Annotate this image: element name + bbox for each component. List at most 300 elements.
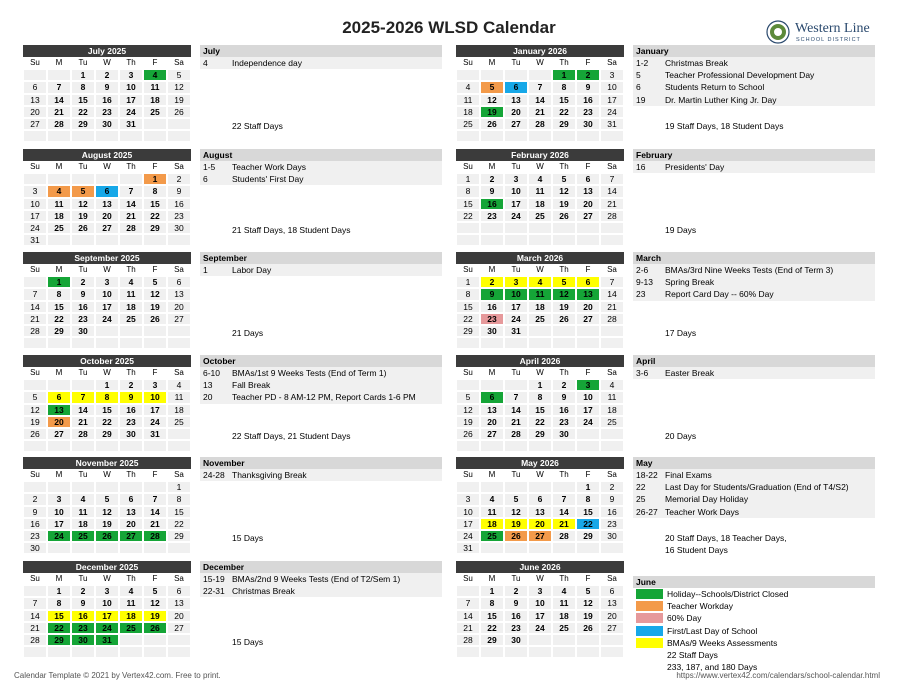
day-cell: 9 — [71, 288, 95, 300]
day-cell: 18 — [143, 94, 167, 106]
day-cell: 3 — [600, 69, 624, 81]
day-cell: 9 — [552, 391, 576, 403]
weekday-header: F — [576, 161, 600, 173]
day-cell: 27 — [576, 313, 600, 325]
event-text: Christmas Break — [665, 58, 728, 68]
empty-cell — [167, 634, 191, 646]
month-day-summary: 21 Staff Days, 18 Student Days — [232, 225, 351, 235]
empty-cell — [95, 481, 119, 493]
weekday-header: W — [528, 57, 552, 69]
day-cell: 30 — [119, 428, 143, 440]
empty-cell — [480, 337, 504, 349]
day-cell: 18 — [528, 198, 552, 210]
empty-cell — [456, 222, 480, 234]
day-cell: 21 — [71, 416, 95, 428]
month-grid — [456, 161, 624, 246]
day-cell: 4 — [47, 185, 71, 197]
day-cell: 29 — [47, 634, 71, 646]
month-events — [633, 457, 875, 556]
day-cell: 23 — [71, 313, 95, 325]
day-cell: 26 — [576, 622, 600, 634]
empty-cell — [47, 69, 71, 81]
empty-cell — [600, 646, 624, 658]
empty-cell — [528, 234, 552, 246]
day-cell: 11 — [167, 391, 191, 403]
day-cell: 19 — [143, 610, 167, 622]
day-cell: 16 — [167, 198, 191, 210]
empty-cell — [167, 440, 191, 452]
events-month-title: January — [633, 45, 875, 57]
empty-cell — [143, 130, 167, 142]
month-calendar — [23, 457, 191, 554]
day-cell: 30 — [480, 325, 504, 337]
event-row — [200, 379, 442, 391]
event-date: 18-22 — [636, 470, 658, 480]
empty-cell — [119, 542, 143, 554]
month-grid — [23, 573, 191, 658]
event-row — [633, 81, 875, 93]
month-calendar — [456, 457, 624, 554]
weekday-header: Th — [552, 161, 576, 173]
weekday-header: W — [95, 161, 119, 173]
weekday-header: M — [47, 161, 71, 173]
day-cell: 21 — [23, 313, 47, 325]
day-cell: 26 — [504, 530, 528, 542]
day-cell: 26 — [480, 118, 504, 130]
empty-cell — [71, 440, 95, 452]
day-cell: 26 — [167, 106, 191, 118]
day-cell: 22 — [47, 313, 71, 325]
month-calendar — [456, 355, 624, 452]
weekday-header: W — [95, 469, 119, 481]
day-cell: 9 — [119, 391, 143, 403]
day-cell: 18 — [71, 518, 95, 530]
empty-cell — [552, 337, 576, 349]
day-cell: 31 — [23, 234, 47, 246]
day-cell: 1 — [71, 69, 95, 81]
day-cell: 29 — [95, 428, 119, 440]
empty-cell — [504, 234, 528, 246]
day-cell: 1 — [456, 276, 480, 288]
day-cell: 3 — [576, 379, 600, 391]
day-cell: 1 — [528, 379, 552, 391]
day-cell: 11 — [480, 506, 504, 518]
event-row — [633, 481, 875, 493]
day-cell: 13 — [167, 288, 191, 300]
day-cell: 13 — [119, 506, 143, 518]
day-cell: 22 — [552, 106, 576, 118]
footer-url[interactable]: https://www.vertex42.com/calendars/school-calendar.html — [676, 671, 880, 680]
empty-cell — [143, 646, 167, 658]
day-cell: 29 — [47, 325, 71, 337]
day-cell: 15 — [456, 301, 480, 313]
day-cell: 3 — [504, 173, 528, 185]
day-cell: 5 — [504, 493, 528, 505]
day-cell: 22 — [480, 622, 504, 634]
day-cell: 2 — [71, 276, 95, 288]
day-cell: 20 — [47, 416, 71, 428]
day-cell: 14 — [23, 610, 47, 622]
district-logo — [766, 20, 886, 48]
empty-cell — [47, 481, 71, 493]
empty-cell — [47, 337, 71, 349]
empty-cell — [576, 542, 600, 554]
empty-cell — [600, 634, 624, 646]
weekday-header: M — [47, 264, 71, 276]
day-cell: 21 — [23, 622, 47, 634]
month-title: October 2025 — [23, 355, 191, 367]
month-grid — [23, 367, 191, 452]
event-row — [200, 161, 442, 173]
day-cell: 9 — [600, 493, 624, 505]
month-day-summary: 15 Days — [232, 637, 264, 647]
day-cell: 20 — [600, 610, 624, 622]
empty-cell — [528, 69, 552, 81]
event-date: 24-28 — [203, 470, 225, 480]
day-cell: 7 — [47, 81, 71, 93]
month-title: November 2025 — [23, 457, 191, 469]
day-cell: 9 — [95, 81, 119, 93]
day-cell: 19 — [480, 106, 504, 118]
month-title: July 2025 — [23, 45, 191, 57]
day-cell: 31 — [95, 634, 119, 646]
day-cell: 13 — [576, 288, 600, 300]
day-cell: 30 — [71, 634, 95, 646]
empty-cell — [504, 130, 528, 142]
day-cell: 28 — [528, 118, 552, 130]
day-cell: 13 — [504, 94, 528, 106]
day-cell: 8 — [528, 391, 552, 403]
day-cell: 5 — [480, 81, 504, 93]
weekday-header: Tu — [71, 367, 95, 379]
day-cell: 5 — [71, 185, 95, 197]
day-cell: 28 — [600, 210, 624, 222]
day-cell: 28 — [119, 222, 143, 234]
day-cell: 10 — [600, 81, 624, 93]
logo-name: Western Line — [795, 21, 870, 36]
weekday-header: Sa — [600, 161, 624, 173]
day-cell: 23 — [576, 106, 600, 118]
event-date: 19 — [636, 94, 646, 105]
day-cell: 12 — [71, 198, 95, 210]
day-cell: 13 — [23, 94, 47, 106]
day-cell: 19 — [504, 518, 528, 530]
event-row — [200, 173, 442, 185]
day-cell: 12 — [143, 288, 167, 300]
empty-cell — [23, 481, 47, 493]
events-month-title: March — [633, 252, 875, 264]
day-cell: 10 — [456, 506, 480, 518]
day-cell: 5 — [456, 391, 480, 403]
day-cell: 14 — [71, 404, 95, 416]
day-cell: 27 — [528, 530, 552, 542]
event-row — [633, 493, 875, 505]
day-cell: 25 — [528, 313, 552, 325]
event-date: 16 — [636, 162, 646, 172]
day-cell: 2 — [71, 585, 95, 597]
weekday-header: F — [576, 573, 600, 585]
day-cell: 27 — [23, 118, 47, 130]
empty-cell — [143, 118, 167, 130]
event-date: 20 — [203, 392, 213, 403]
empty-cell — [600, 428, 624, 440]
day-cell: 21 — [528, 106, 552, 118]
month-title: January 2026 — [456, 45, 624, 57]
day-cell: 24 — [95, 622, 119, 634]
day-cell: 25 — [528, 210, 552, 222]
legend-swatch — [636, 638, 663, 648]
month-events — [633, 149, 875, 235]
day-cell: 8 — [552, 81, 576, 93]
day-cell: 24 — [95, 313, 119, 325]
event-text: Easter Break — [665, 368, 715, 378]
empty-cell — [71, 173, 95, 185]
day-cell: 31 — [504, 325, 528, 337]
empty-cell — [167, 234, 191, 246]
day-cell: 17 — [119, 94, 143, 106]
day-cell: 30 — [504, 634, 528, 646]
day-cell: 7 — [71, 391, 95, 403]
weekday-header: M — [480, 469, 504, 481]
event-date: 23 — [636, 289, 646, 300]
month-grid — [456, 573, 624, 658]
events-month-title: April — [633, 355, 875, 367]
weekday-header: Tu — [71, 573, 95, 585]
day-cell: 8 — [71, 81, 95, 93]
empty-cell — [119, 325, 143, 337]
weekday-header: Sa — [600, 57, 624, 69]
empty-cell — [167, 337, 191, 349]
day-cell: 29 — [552, 118, 576, 130]
event-row — [633, 276, 875, 288]
day-cell: 20 — [95, 210, 119, 222]
day-cell: 6 — [504, 81, 528, 93]
day-cell: 26 — [143, 313, 167, 325]
day-cell: 8 — [480, 597, 504, 609]
footer-credit: Calendar Template © 2021 by Vertex42.com. Free to print. — [14, 671, 221, 680]
events-month-title: November — [200, 457, 442, 469]
day-cell: 23 — [600, 518, 624, 530]
day-cell: 5 — [143, 276, 167, 288]
day-cell: 22 — [143, 210, 167, 222]
day-cell: 14 — [23, 301, 47, 313]
event-date: 3-6 — [636, 368, 649, 378]
weekday-header: Su — [456, 57, 480, 69]
empty-cell — [504, 337, 528, 349]
day-cell: 11 — [528, 288, 552, 300]
day-cell: 20 — [167, 301, 191, 313]
day-cell: 19 — [95, 518, 119, 530]
day-cell: 16 — [71, 610, 95, 622]
legend-note: 233, 187, and 180 Days — [667, 662, 758, 673]
day-cell: 3 — [47, 493, 71, 505]
empty-cell — [167, 646, 191, 658]
legend-month-title: June — [633, 576, 875, 588]
day-cell: 23 — [119, 416, 143, 428]
empty-cell — [47, 542, 71, 554]
weekday-header: Sa — [600, 573, 624, 585]
event-text: Final Exams — [665, 470, 712, 480]
events-month-title: February — [633, 149, 875, 161]
empty-cell — [552, 325, 576, 337]
empty-cell — [552, 440, 576, 452]
day-cell: 7 — [504, 391, 528, 403]
empty-cell — [71, 379, 95, 391]
day-cell: 3 — [95, 276, 119, 288]
event-text: Teacher Work Days — [665, 506, 740, 517]
empty-cell — [552, 234, 576, 246]
legend-swatch — [636, 601, 663, 611]
day-cell: 10 — [504, 185, 528, 197]
month-calendar — [456, 45, 624, 142]
weekday-header: W — [528, 367, 552, 379]
day-cell: 27 — [576, 210, 600, 222]
weekday-header: Th — [552, 264, 576, 276]
empty-cell — [119, 481, 143, 493]
day-cell: 3 — [504, 276, 528, 288]
month-day-summary: 20 Days — [665, 431, 697, 441]
event-text: BMAs/1st 9 Weeks Tests (End of Term 1) — [232, 368, 387, 378]
day-cell: 1 — [552, 69, 576, 81]
logo-subtitle: SCHOOL DISTRICT — [796, 37, 861, 43]
empty-cell — [504, 481, 528, 493]
weekday-header: M — [480, 367, 504, 379]
event-text: Report Card Day -- 60% Day — [665, 289, 774, 300]
weekday-header: Th — [552, 469, 576, 481]
events-month-title: May — [633, 457, 875, 469]
day-cell: 1 — [95, 379, 119, 391]
event-text: Dr. Martin Luther King Jr. Day — [665, 94, 777, 105]
empty-cell — [119, 337, 143, 349]
day-cell: 16 — [95, 94, 119, 106]
empty-cell — [23, 440, 47, 452]
weekday-header: Sa — [167, 264, 191, 276]
day-cell: 14 — [456, 610, 480, 622]
day-cell: 6 — [95, 185, 119, 197]
weekday-header: Su — [23, 469, 47, 481]
day-cell: 2 — [480, 276, 504, 288]
day-cell: 18 — [456, 106, 480, 118]
empty-cell — [480, 234, 504, 246]
month-events — [200, 457, 442, 543]
day-cell: 11 — [47, 198, 71, 210]
event-text: Memorial Day Holiday — [665, 494, 749, 505]
month-day-summary: 17 Days — [665, 328, 697, 338]
day-cell: 17 — [504, 301, 528, 313]
event-row — [633, 288, 875, 300]
weekday-header: W — [95, 367, 119, 379]
day-cell: 8 — [47, 597, 71, 609]
empty-cell — [600, 325, 624, 337]
weekday-header: Su — [456, 161, 480, 173]
day-cell: 16 — [552, 404, 576, 416]
empty-cell — [143, 481, 167, 493]
events-month-title: July — [200, 45, 442, 57]
day-cell: 14 — [600, 185, 624, 197]
day-cell: 23 — [480, 313, 504, 325]
day-cell: 2 — [600, 481, 624, 493]
day-cell: 17 — [95, 301, 119, 313]
event-row — [633, 94, 875, 106]
day-cell: 9 — [71, 597, 95, 609]
event-date: 13 — [203, 380, 213, 391]
empty-cell — [95, 234, 119, 246]
day-cell: 8 — [456, 288, 480, 300]
event-text: Christmas Break — [232, 586, 295, 597]
day-cell: 11 — [456, 94, 480, 106]
day-cell: 6 — [167, 276, 191, 288]
day-cell: 1 — [47, 585, 71, 597]
day-cell: 29 — [480, 634, 504, 646]
empty-cell — [528, 222, 552, 234]
event-row — [200, 57, 442, 69]
event-row — [200, 367, 442, 379]
day-cell: 26 — [143, 622, 167, 634]
day-cell: 6 — [23, 81, 47, 93]
empty-cell — [143, 440, 167, 452]
empty-cell — [71, 542, 95, 554]
weekday-header: Th — [119, 573, 143, 585]
month-grid — [23, 161, 191, 246]
day-cell: 30 — [95, 118, 119, 130]
day-cell: 31 — [119, 118, 143, 130]
day-cell: 7 — [456, 597, 480, 609]
weekday-header: Su — [456, 264, 480, 276]
event-row — [200, 585, 442, 597]
weekday-header: Sa — [600, 264, 624, 276]
empty-cell — [528, 440, 552, 452]
empty-cell — [504, 646, 528, 658]
empty-cell — [95, 130, 119, 142]
events-month-title: August — [200, 149, 442, 161]
day-cell: 19 — [576, 610, 600, 622]
legend-label: Teacher Workday — [667, 601, 733, 612]
weekday-header: F — [143, 367, 167, 379]
month-grid — [23, 57, 191, 142]
event-text: Independence day — [232, 58, 302, 68]
day-cell: 6 — [47, 391, 71, 403]
day-cell: 16 — [480, 301, 504, 313]
day-cell: 24 — [600, 106, 624, 118]
month-title: September 2025 — [23, 252, 191, 264]
weekday-header: W — [95, 573, 119, 585]
day-cell: 8 — [47, 288, 71, 300]
event-text: Students Return to School — [665, 82, 765, 93]
empty-cell — [528, 542, 552, 554]
empty-cell — [600, 130, 624, 142]
weekday-header: Tu — [504, 469, 528, 481]
day-cell: 9 — [23, 506, 47, 518]
month-calendar — [456, 149, 624, 246]
day-cell: 4 — [552, 585, 576, 597]
day-cell: 8 — [95, 391, 119, 403]
month-day-summary: 19 Days — [665, 225, 697, 235]
day-cell: 30 — [600, 530, 624, 542]
day-cell: 16 — [23, 518, 47, 530]
day-cell: 6 — [576, 173, 600, 185]
month-grid — [456, 57, 624, 142]
empty-cell — [480, 646, 504, 658]
weekday-header: F — [143, 264, 167, 276]
event-text: BMAs/3rd Nine Weeks Tests (End of Term 3) — [665, 265, 834, 275]
day-cell: 18 — [552, 610, 576, 622]
day-cell: 25 — [119, 622, 143, 634]
day-cell: 31 — [456, 542, 480, 554]
day-cell: 30 — [71, 325, 95, 337]
legend-swatch — [636, 589, 663, 599]
event-date: 4 — [203, 58, 208, 68]
month-events — [200, 355, 442, 441]
